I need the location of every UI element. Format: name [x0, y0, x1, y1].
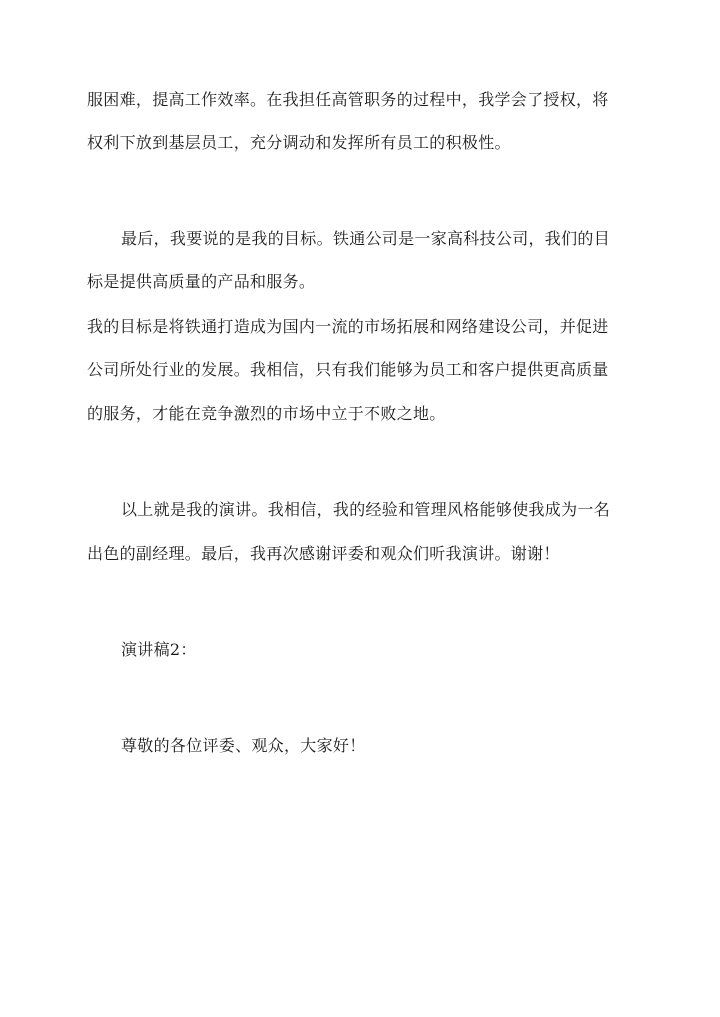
section-heading: 演讲稿2： — [121, 640, 197, 659]
text-line: 标是提供高质量的产品和服务。 — [87, 272, 316, 291]
text-line: 服困难，提高工作效率。在我担任高管职务的过程中，我学会了授权，将 — [87, 90, 609, 109]
greeting-line: 尊敬的各位评委、观众，大家好！ — [121, 736, 366, 755]
text-line: 权利下放到基层员工，充分调动和发挥所有员工的积极性。 — [87, 133, 511, 152]
text-line: 以上就是我的演讲。我相信，我的经验和管理风格能够使我成为一名 — [121, 500, 611, 519]
text-line: 的服务，才能在竞争激烈的市场中立于不败之地。 — [87, 404, 446, 423]
text-line: 出色的副经理。最后，我再次感谢评委和观众们听我演讲。谢谢！ — [87, 544, 560, 563]
text-line: 我的目标是将铁通打造成为国内一流的市场拓展和网络建设公司，并促进 — [87, 317, 609, 336]
text-line: 公司所处行业的发展。我相信，只有我们能够为员工和客户提供更高质量 — [87, 360, 609, 379]
text-line: 最后，我要说的是我的目标。铁通公司是一家高科技公司，我们的目 — [121, 229, 611, 248]
